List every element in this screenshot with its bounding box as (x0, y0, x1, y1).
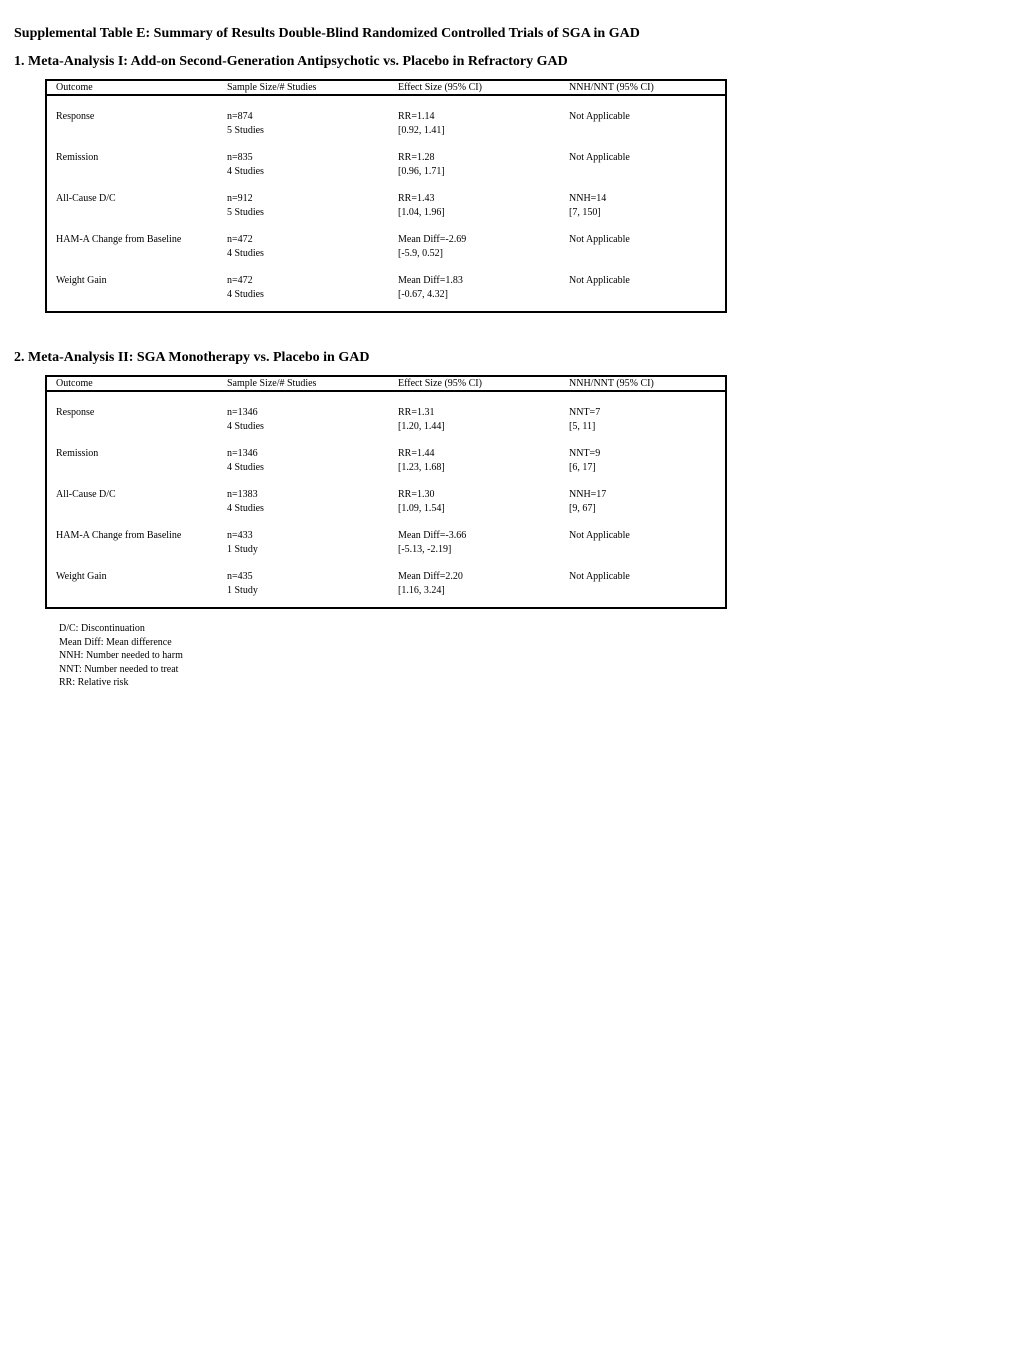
outcome-cell: HAM-A Change from Baseline (56, 234, 182, 245)
outcome-cell: All-Cause D/C (56, 193, 116, 204)
sample-cell (227, 488, 264, 515)
effect-ci: [1.04, 1.96] (398, 206, 445, 218)
nn-cell (569, 233, 630, 247)
effect-ci: [1.23, 1.68] (398, 461, 445, 473)
effect-size: RR=1.30 (398, 489, 435, 500)
header-sample-size: Sample Size/# Studies (227, 378, 317, 389)
nn-value: Not Applicable (569, 152, 630, 163)
nn-ci: [6, 17] (569, 461, 596, 473)
nn-cell (569, 570, 630, 584)
table-header-row (47, 377, 725, 392)
nn-value: NNT=9 (569, 448, 601, 459)
study-count: 4 Studies (227, 502, 264, 514)
outcome-cell: All-Cause D/C (56, 489, 116, 500)
effect-size: Mean Diff=2.20 (398, 571, 463, 582)
outcome-cell: Weight Gain (56, 571, 107, 582)
results-table-1 (45, 79, 727, 313)
effect-size: Mean Diff=-2.69 (398, 234, 467, 245)
study-count: 5 Studies (227, 124, 264, 136)
header-effect-size: Effect Size (95% CI) (398, 378, 482, 389)
nn-ci: [9, 67] (569, 502, 596, 514)
table-row (47, 192, 725, 233)
sample-cell (227, 233, 264, 260)
nn-cell (569, 488, 606, 515)
sample-cell (227, 570, 258, 597)
study-count: 4 Studies (227, 461, 264, 473)
effect-ci: [1.16, 3.24] (398, 584, 445, 596)
header-sample-size: Sample Size/# Studies (227, 82, 317, 93)
nn-value: Not Applicable (569, 234, 630, 245)
nn-cell (569, 110, 630, 124)
sample-cell (227, 447, 264, 474)
sample-size: n=835 (227, 152, 253, 163)
table-body (47, 96, 725, 315)
effect-cell (398, 274, 463, 301)
sample-cell (227, 192, 264, 219)
outcome-cell: Response (56, 111, 95, 122)
nn-value: Not Applicable (569, 571, 630, 582)
effect-cell (398, 447, 445, 474)
table-header-row (47, 81, 725, 96)
nn-value: Not Applicable (569, 530, 630, 541)
outcome-cell: Remission (56, 152, 99, 163)
sample-cell (227, 274, 264, 301)
header-outcome: Outcome (56, 378, 93, 389)
sample-size: n=1346 (227, 407, 258, 418)
effect-ci: [1.20, 1.44] (398, 420, 445, 432)
footnote-line: Mean Diff: Mean difference (59, 636, 172, 648)
table-row (47, 529, 725, 570)
table-row (47, 233, 725, 274)
footnotes (59, 622, 183, 690)
table-row (47, 151, 725, 192)
effect-ci: [-0.67, 4.32] (398, 288, 448, 300)
effect-cell (398, 529, 466, 556)
effect-size: RR=1.31 (398, 407, 435, 418)
nn-cell (569, 192, 606, 219)
nn-value: Not Applicable (569, 275, 630, 286)
effect-ci: [0.96, 1.71] (398, 165, 445, 177)
section-heading-2: 2. Meta-Analysis II: SGA Monotherapy vs. Placebo in GAD (14, 350, 370, 365)
nn-value: NNH=17 (569, 489, 607, 500)
nn-ci: [5, 11] (569, 420, 596, 432)
study-count: 1 Study (227, 584, 258, 596)
page-title: Supplemental Table E: Summary of Results Double-Blind Randomized Controlled Trials of SGA in GAD (14, 26, 640, 41)
footnote-line: RR: Relative risk (59, 677, 129, 689)
nn-cell (569, 274, 630, 288)
table-row (47, 570, 725, 611)
effect-cell (398, 110, 445, 137)
footnote-line: D/C: Discontinuation (59, 623, 145, 634)
effect-size: Mean Diff=-3.66 (398, 530, 467, 541)
section-heading-1: 1. Meta-Analysis I: Add-on Second-Generation Antipsychotic vs. Placebo in Refractory GAD (14, 54, 568, 69)
outcome-cell: Weight Gain (56, 275, 107, 286)
header-nnh-nnt: NNH/NNT (95% CI) (569, 82, 654, 93)
sample-size: n=1383 (227, 489, 258, 500)
table-row (47, 447, 725, 488)
results-table-2 (45, 375, 727, 609)
effect-ci: [-5.9, 0.52] (398, 247, 443, 259)
study-count: 5 Studies (227, 206, 264, 218)
study-count: 4 Studies (227, 165, 264, 177)
sample-size: n=912 (227, 193, 253, 204)
outcome-cell: HAM-A Change from Baseline (56, 530, 182, 541)
nn-cell (569, 529, 630, 543)
study-count: 1 Study (227, 543, 258, 555)
nn-ci: [7, 150] (569, 206, 601, 218)
effect-size: RR=1.28 (398, 152, 435, 163)
effect-cell (398, 192, 445, 219)
effect-cell (398, 151, 445, 178)
sample-size: n=1346 (227, 448, 258, 459)
table-row (47, 274, 725, 315)
nn-value: NNT=7 (569, 407, 601, 418)
sample-cell (227, 406, 264, 433)
effect-ci: [0.92, 1.41] (398, 124, 445, 136)
sample-cell (227, 529, 258, 556)
effect-cell (398, 488, 445, 515)
sample-size: n=433 (227, 530, 253, 541)
sample-size: n=472 (227, 234, 253, 245)
table-row (47, 488, 725, 529)
effect-size: RR=1.44 (398, 448, 435, 459)
study-count: 4 Studies (227, 247, 264, 259)
sample-size: n=472 (227, 275, 253, 286)
nn-cell (569, 447, 600, 474)
effect-cell (398, 570, 463, 597)
study-count: 4 Studies (227, 420, 264, 432)
table-row (47, 406, 725, 447)
header-effect-size: Effect Size (95% CI) (398, 82, 482, 93)
header-nnh-nnt: NNH/NNT (95% CI) (569, 378, 654, 389)
table-body (47, 392, 725, 611)
sample-cell (227, 110, 264, 137)
effect-size: RR=1.43 (398, 193, 435, 204)
outcome-cell: Remission (56, 448, 99, 459)
sample-size: n=874 (227, 111, 253, 122)
effect-cell (398, 406, 445, 433)
effect-cell (398, 233, 466, 260)
footnote-line: NNT: Number needed to treat (59, 663, 179, 675)
nn-value: NNH=14 (569, 193, 607, 204)
nn-cell (569, 151, 630, 165)
nn-value: Not Applicable (569, 111, 630, 122)
effect-ci: [1.09, 1.54] (398, 502, 445, 514)
effect-ci: [-5.13, -2.19] (398, 543, 452, 555)
study-count: 4 Studies (227, 288, 264, 300)
sample-size: n=435 (227, 571, 253, 582)
nn-cell (569, 406, 600, 433)
table-row (47, 110, 725, 151)
effect-size: Mean Diff=1.83 (398, 275, 463, 286)
sample-cell (227, 151, 264, 178)
outcome-cell: Response (56, 407, 95, 418)
effect-size: RR=1.14 (398, 111, 435, 122)
header-outcome: Outcome (56, 82, 93, 93)
footnote-line: NNH: Number needed to harm (59, 650, 183, 662)
